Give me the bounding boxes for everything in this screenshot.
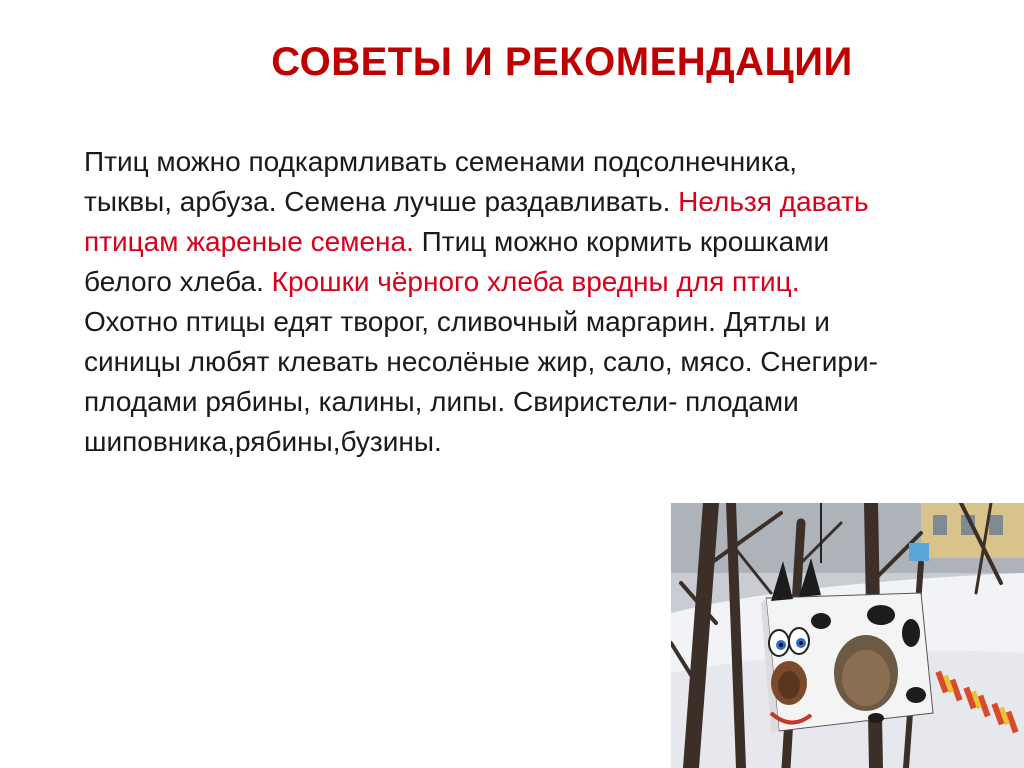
text-segment: Птиц можно подкармливать семенами подсолнечника, тыквы, арбуза. Семена лучше раздавливать. [84,146,798,217]
warning-text-black-bread: Крошки чёрного хлеба вредны для птиц. [271,266,800,297]
bird-feeder-illustration [671,503,1024,768]
bird-feeder-photo [671,503,1024,768]
text-segment: Птиц можно кормить крошками белого хлеба. [84,226,830,297]
advice-paragraph [84,142,884,462]
warning-text-fried-seeds: Нельзя давать птицам жареные семена. [84,186,869,257]
text-segment: Охотно птицы едят творог, сливочный маргарин. Дятлы и синицы любят клевать несолёные жир, сало, мясо. Снегири- плодами рябины, калины, липы. Свиристели- плодами шиповника,рябины,бузины. [84,306,878,457]
slide-title: СОВЕТЫ И РЕКОМЕНДАЦИИ [271,40,853,84]
